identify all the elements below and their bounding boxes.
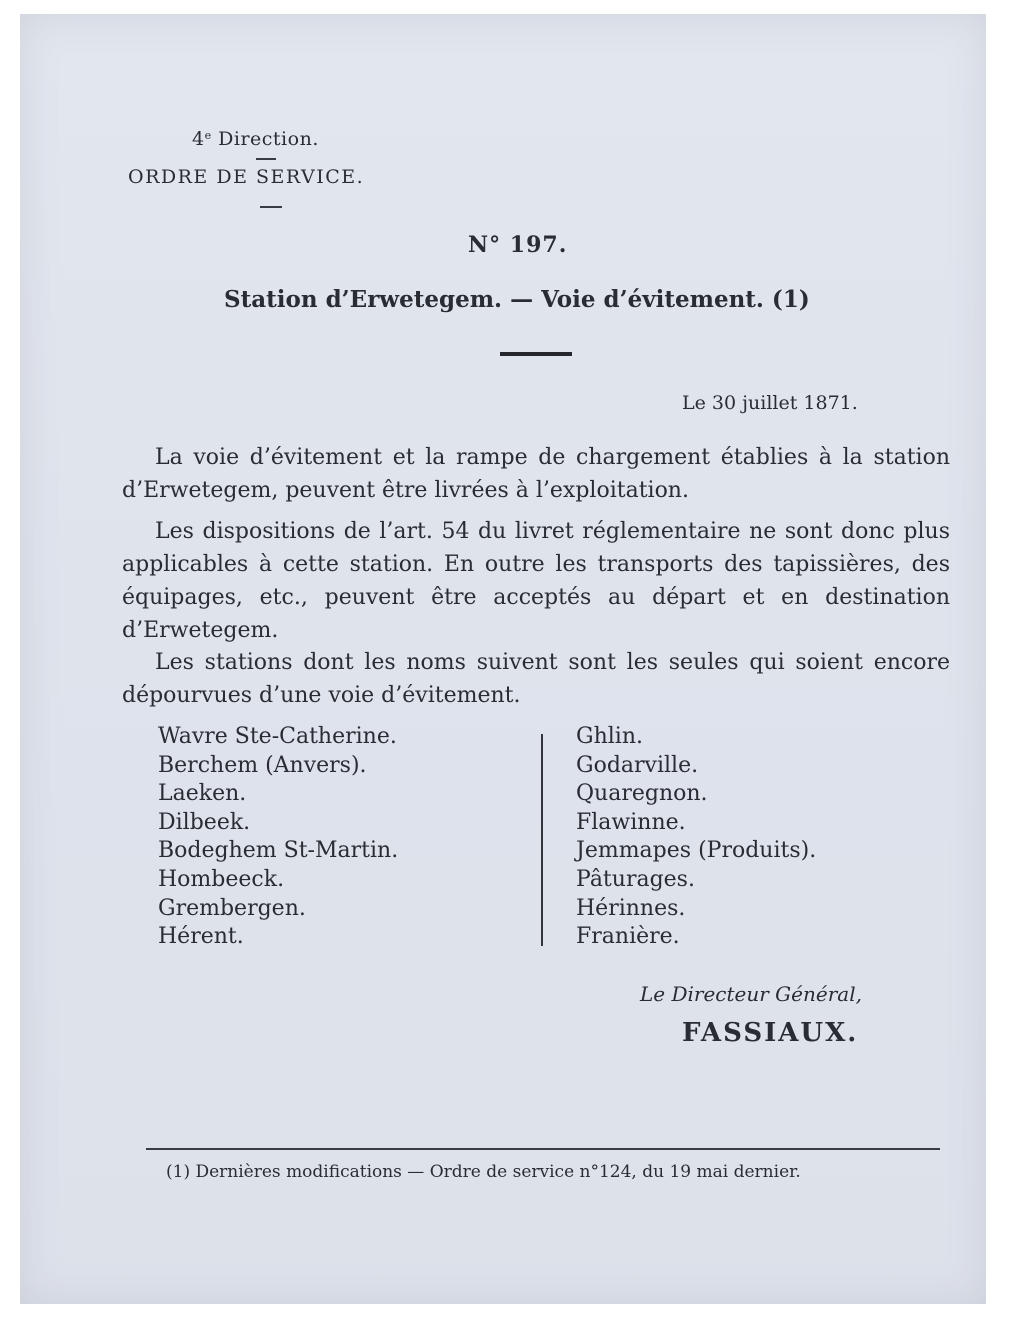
station-item: Dilbeek. xyxy=(158,809,251,835)
paragraph: Les stations dont les noms suivent sont les seules qui soient encore dépourvues d’une voie d’évitement. xyxy=(122,650,950,708)
station-item: Berchem (Anvers). xyxy=(158,752,367,778)
direction-label: Direction. xyxy=(211,128,319,150)
paragraph: Les dispositions de l’art. 54 du livret réglementaire ne sont donc plus applicables à cette station. En outre les transports des tapissières, des équipages, etc., peuvent être acceptés au départ et en destination d’Erwetegem. xyxy=(122,519,950,643)
footnote-rule xyxy=(146,1148,940,1150)
station-item: Hérinnes. xyxy=(576,895,686,921)
station-item: Flawinne. xyxy=(576,809,686,835)
paragraph: La voie d’évitement et la rampe de chargement établies à la station d’Erwetegem, peuvent être livrées à l’exploitation. xyxy=(122,445,950,503)
station-item: Franière. xyxy=(576,924,680,950)
station-item: Laeken. xyxy=(158,781,247,807)
header-dash xyxy=(256,158,276,160)
station-item: Pâturages. xyxy=(576,866,695,892)
direction-ordinal: e xyxy=(204,129,212,142)
header-dash xyxy=(260,206,282,208)
station-item: Wavre Ste-Catherine. xyxy=(158,724,397,749)
column-divider xyxy=(541,734,543,946)
station-item: Hérent. xyxy=(158,924,244,950)
station-item: Ghlin. xyxy=(576,724,643,749)
ordre-de-service-label: ORDRE DE SERVICE. xyxy=(128,166,365,188)
station-item: Bodeghem St-Martin. xyxy=(158,838,399,864)
stations-list-left xyxy=(158,723,398,952)
signatory-title: Le Directeur Général, xyxy=(640,982,862,1006)
order-title: Station d’Erwetegem. — Voie d’évitement. (1) xyxy=(224,286,810,313)
station-item: Grembergen. xyxy=(158,895,306,921)
order-date: Le 30 juillet 1871. xyxy=(682,392,858,414)
order-number: N° 197. xyxy=(468,232,568,258)
direction-number: 4 xyxy=(192,128,205,150)
station-item: Jemmapes (Produits). xyxy=(576,838,817,864)
document-page xyxy=(20,14,986,1304)
station-item: Hombeeck. xyxy=(158,866,285,892)
direction-heading xyxy=(192,128,319,150)
signatory-name: FASSIAUX. xyxy=(682,1018,859,1048)
title-separator xyxy=(500,352,572,356)
station-item: Quaregnon. xyxy=(576,781,708,807)
stations-list-right xyxy=(576,723,816,952)
station-item: Godarville. xyxy=(576,752,699,778)
footnote: (1) Dernières modifications — Ordre de service n°124, du 19 mai dernier. xyxy=(166,1162,801,1182)
